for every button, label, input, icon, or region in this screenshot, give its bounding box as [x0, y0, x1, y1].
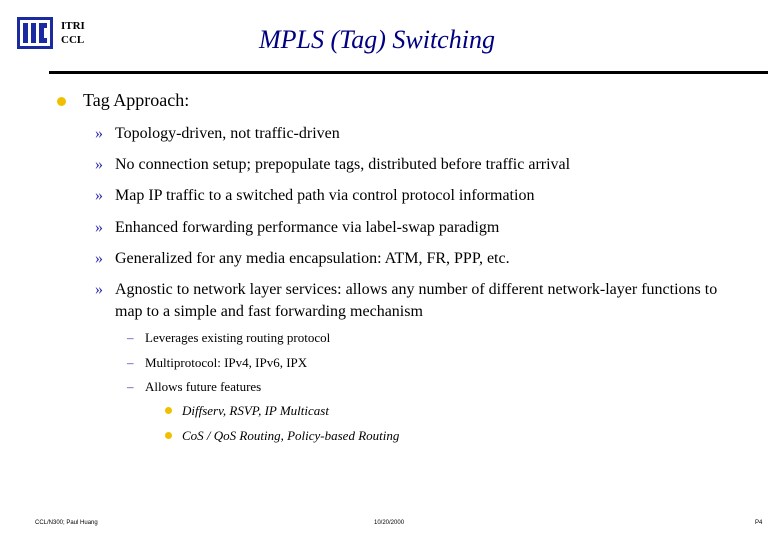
footer-page: P4 — [755, 520, 763, 526]
bullet-marker: » — [95, 219, 103, 236]
list-item-text: Topology-driven, not traffic-driven — [115, 125, 340, 142]
org-line1: ITRI — [61, 20, 85, 32]
bullet-dot-icon — [165, 432, 172, 439]
title-divider — [49, 71, 768, 74]
list-item-text: Map IP traffic to a switched path via control protocol information — [115, 187, 535, 204]
footer-date: 10/20/2000 — [374, 520, 405, 526]
heading-text: Tag Approach: — [83, 90, 190, 110]
bullet-marker: » — [95, 187, 103, 204]
bullet-dot-icon — [165, 407, 172, 414]
org-label — [61, 19, 85, 47]
org-line2: CCL — [61, 34, 85, 46]
page-title: MPLS (Tag) Switching — [259, 25, 495, 54]
bullet-marker: » — [95, 281, 103, 298]
bullet-dot-icon — [57, 97, 66, 106]
sub-sub-list-item-text: CoS / QoS Routing, Policy-based Routing — [182, 428, 400, 443]
footer-author: CCL/N300; Paul Huang — [35, 520, 98, 526]
sub-list-item-text: Allows future features — [145, 379, 262, 394]
list-item-text: Agnostic to network layer services: allows any number of different network-layer functions to map to a simple and fast forwarding mechanism — [115, 281, 718, 320]
list-item-text: Enhanced forwarding performance via label-swap paradigm — [115, 219, 500, 236]
dash-marker: – — [127, 379, 134, 394]
bullet-marker: » — [95, 125, 103, 142]
bullet-marker: » — [95, 156, 103, 173]
dash-marker: – — [127, 330, 134, 345]
list-item-text: Generalized for any media encapsulation: ATM, FR, PPP, etc. — [115, 250, 510, 267]
sub-list-item-text: Leverages existing routing protocol — [145, 330, 331, 345]
bullet-marker: » — [95, 250, 103, 267]
list-item-text: No connection setup; prepopulate tags, distributed before traffic arrival — [115, 156, 571, 173]
dash-marker: – — [127, 355, 134, 370]
sub-list-item-text: Multiprotocol: IPv4, IPv6, IPX — [145, 355, 308, 370]
sub-sub-list-item-text: Diffserv, RSVP, IP Multicast — [182, 403, 329, 418]
itri-logo — [17, 17, 53, 49]
